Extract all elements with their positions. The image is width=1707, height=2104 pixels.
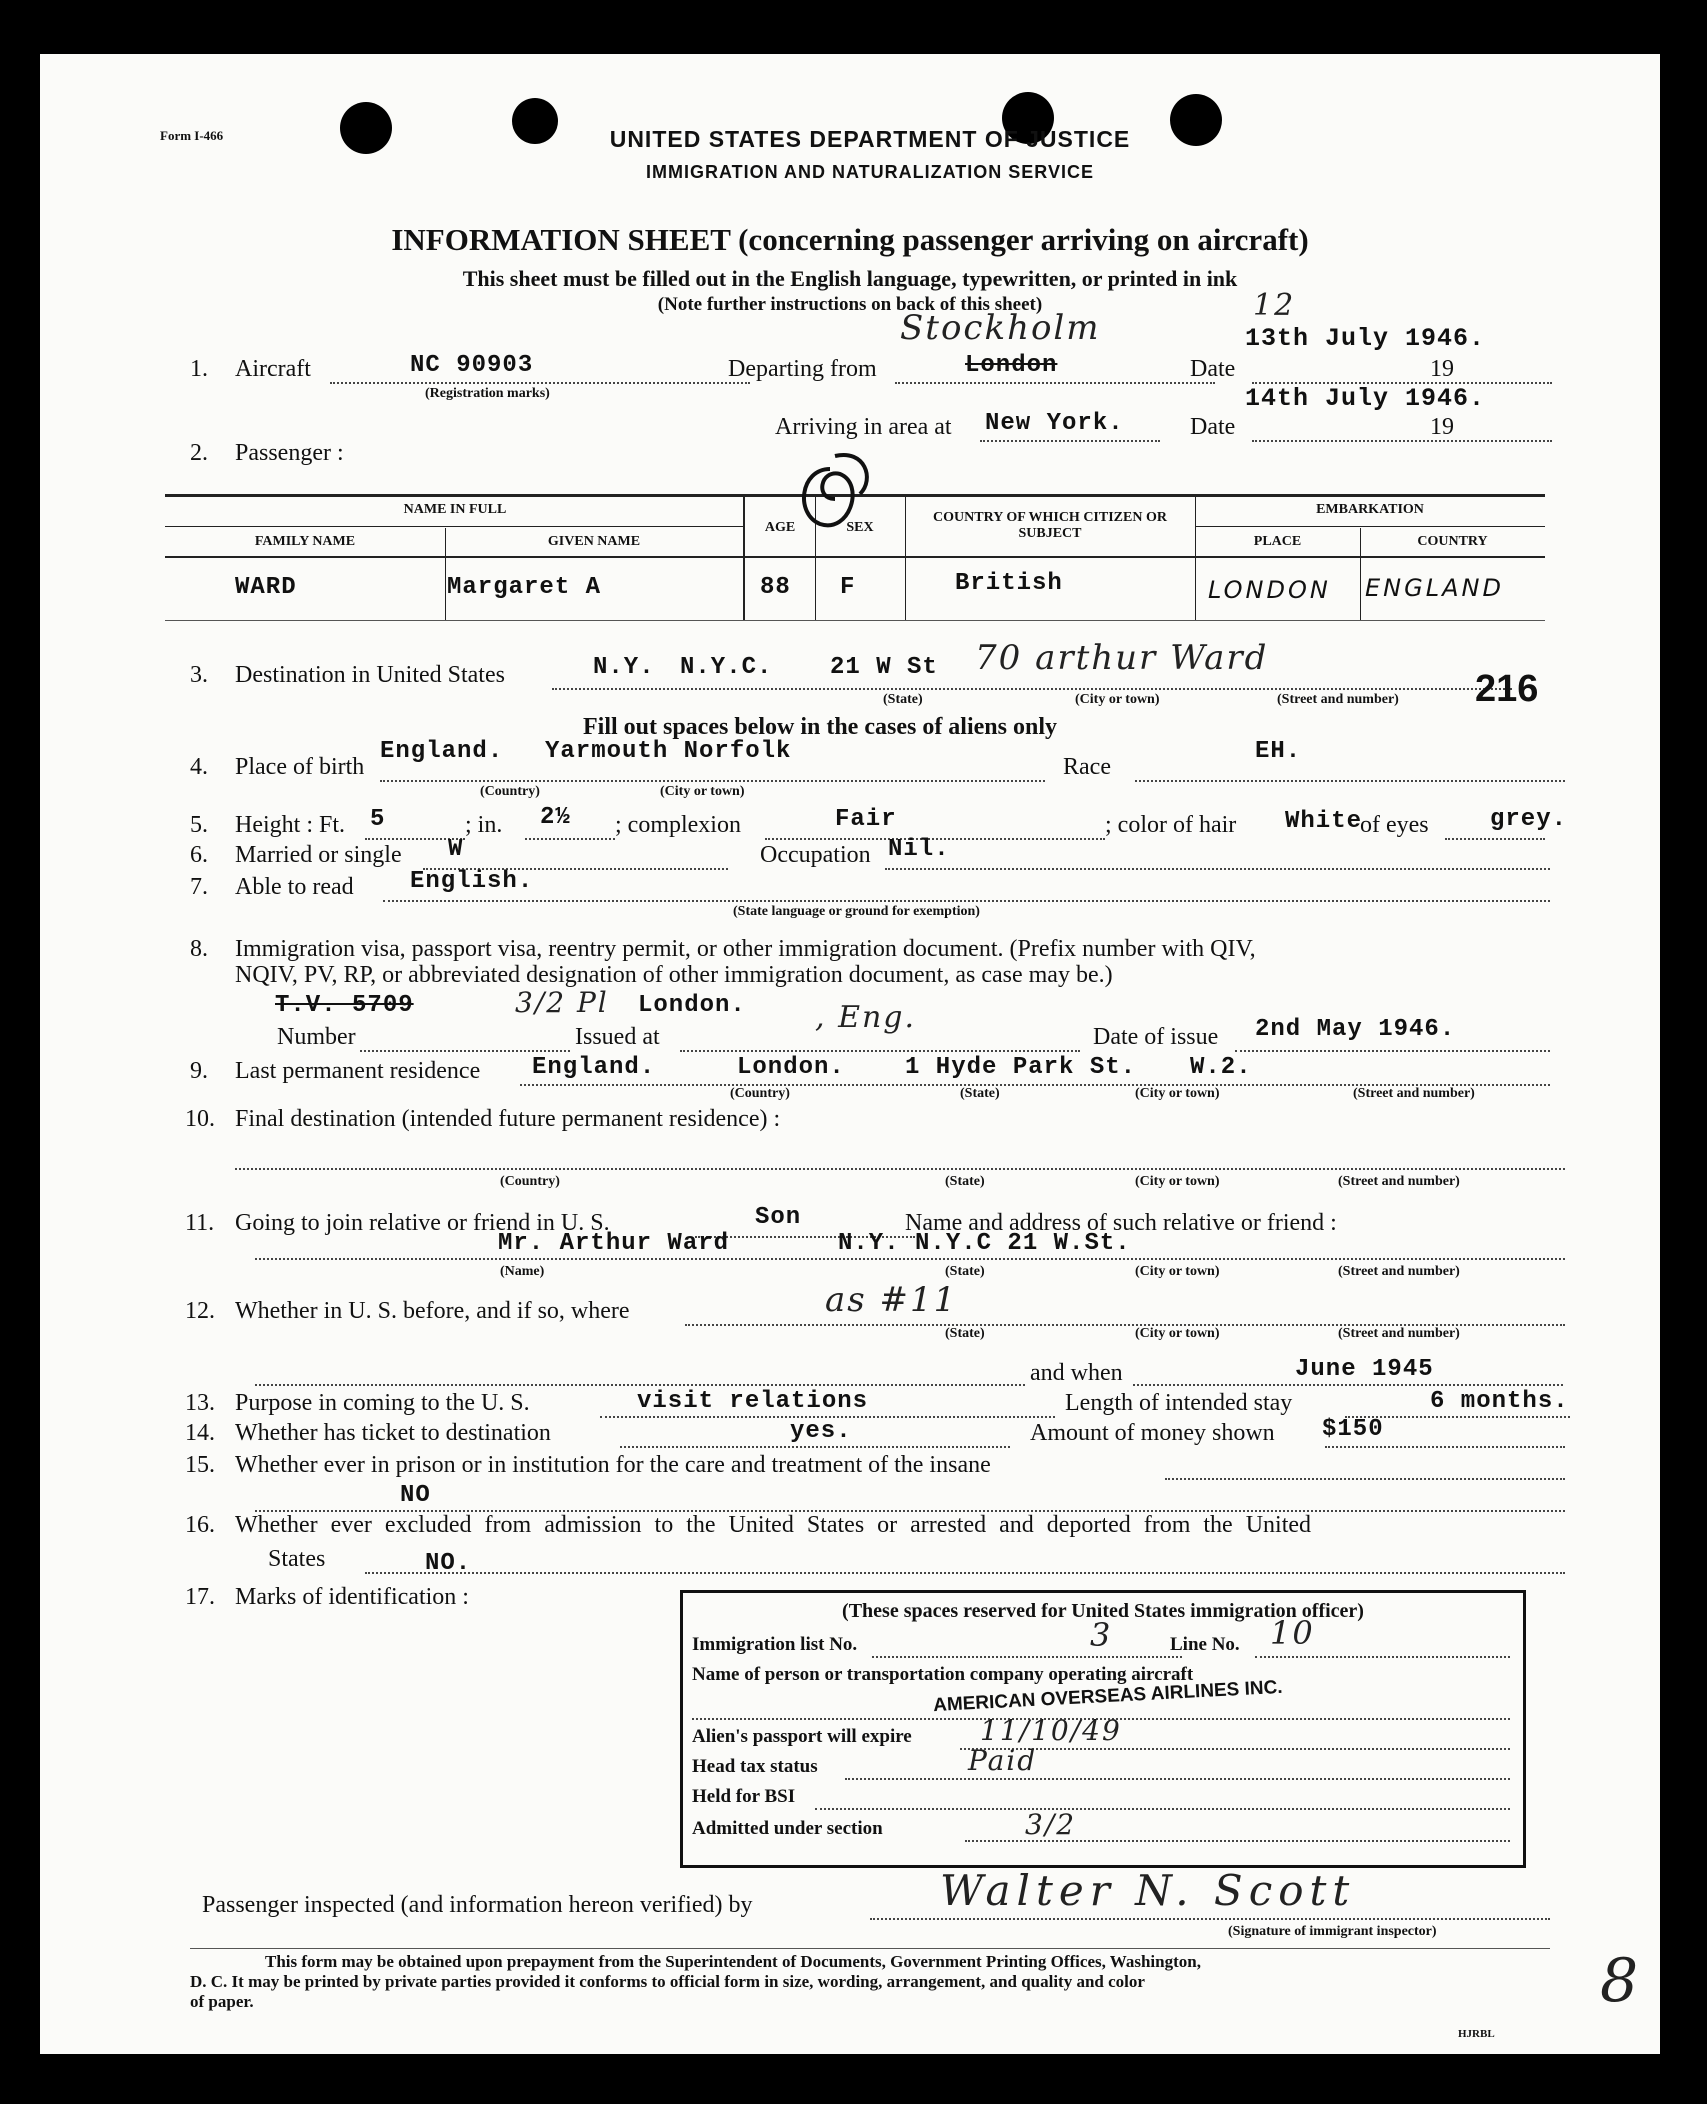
- destination-handwritten: 70 arthur Ward: [975, 638, 1269, 678]
- item-number: 11.: [185, 1210, 215, 1236]
- family-name-value: WARD: [235, 574, 297, 601]
- read-label: Able to read: [235, 874, 354, 900]
- inspected-label: Passenger inspected (and information hereon verified) by: [202, 1892, 753, 1918]
- hair-label: ; color of hair: [1105, 812, 1237, 838]
- section-value: 3/2: [1025, 1808, 1077, 1841]
- visa-date-value: 2nd May 1946.: [1255, 1016, 1456, 1043]
- street-caption: (Street and number): [1277, 692, 1399, 707]
- city-caption: (City or town): [660, 784, 745, 799]
- head-tax-value: Paid: [968, 1744, 1038, 1777]
- visa-number-label: Number: [277, 1024, 356, 1050]
- margin-handwritten-number: 8: [1600, 1946, 1641, 2016]
- place-header: PLACE: [1253, 534, 1302, 549]
- state-caption: (State): [945, 1174, 985, 1189]
- inspector-signature: Walter N. Scott: [940, 1866, 1356, 1915]
- visa-issued-label: Issued at: [575, 1024, 660, 1050]
- arriving-value: New York.: [985, 410, 1124, 437]
- complexion-label: ; complexion: [615, 812, 741, 838]
- ticket-value: yes.: [790, 1418, 852, 1445]
- state-caption: (State): [945, 1326, 985, 1341]
- destination-state: N.Y.: [593, 654, 655, 681]
- departing-label: Departing from: [728, 356, 877, 382]
- height-label: Height : Ft.: [235, 812, 346, 838]
- state-caption: (State): [883, 692, 923, 707]
- height-inches: 2½: [540, 804, 571, 831]
- section-label: Admitted under section: [692, 1818, 883, 1839]
- street-caption: (Street and number): [1338, 1264, 1460, 1279]
- occupation-value: Nil.: [888, 836, 950, 863]
- stay-label: Length of intended stay: [1065, 1390, 1293, 1416]
- document-page: [40, 54, 1660, 2054]
- aliens-note: Fill out spaces below in the cases of aliens only: [582, 714, 1057, 740]
- item-number: 16.: [185, 1512, 215, 1538]
- race-value: EH.: [1255, 738, 1302, 765]
- excluded-value: NO.: [425, 1550, 472, 1577]
- item-number: 15.: [185, 1452, 215, 1478]
- transport-label: Name of person or transportation company operating aircraft: [692, 1664, 1194, 1685]
- visa-issued-typed: London.: [638, 992, 746, 1019]
- state-caption: (State): [960, 1086, 1000, 1101]
- complexion-value: Fair: [835, 806, 897, 833]
- prison-label: Whether ever in prison or in institution for the care and treatment of the insane: [235, 1452, 991, 1478]
- age-header: AGE: [764, 520, 796, 535]
- item-number: 6.: [190, 842, 208, 868]
- date-handwritten: 12: [1253, 288, 1296, 323]
- prior-visit-label: Whether in U. S. before, and if so, where: [235, 1298, 630, 1324]
- list-number-value: 3: [1090, 1616, 1113, 1654]
- sex-value: F: [840, 574, 856, 601]
- officer-box-title: (These spaces reserved for United States immigration officer): [842, 1600, 1364, 1622]
- street-caption: (Street and number): [1338, 1326, 1460, 1341]
- departing-value: London: [965, 352, 1058, 379]
- page-title: INFORMATION SHEET (concerning passenger arriving on aircraft): [391, 222, 1309, 257]
- page-subtitle: This sheet must be filled out in the English language, typewritten, or printed in ink: [462, 266, 1238, 291]
- item-number: 13.: [185, 1390, 215, 1416]
- print-code: HJRBL: [1458, 2028, 1495, 2040]
- item-number: 2.: [190, 440, 208, 466]
- registration-caption: (Registration marks): [425, 386, 550, 401]
- join-relative-label: Going to join relative or friend in U. S.: [235, 1210, 610, 1236]
- occupation-label: Occupation: [760, 842, 871, 868]
- marital-label: Married or single: [235, 842, 402, 868]
- date-label: Date: [1190, 356, 1236, 382]
- city-caption: (City or town): [1135, 1264, 1220, 1279]
- departing-handwritten: Stockholm: [900, 308, 1101, 348]
- name-caption: (Name): [500, 1264, 545, 1279]
- arriving-label: Arriving in area at: [775, 414, 952, 440]
- stay-value: 6 months.: [1430, 1388, 1569, 1415]
- aircraft-registration: NC 90903: [410, 352, 534, 379]
- read-caption: (State language or ground for exemption): [733, 904, 980, 919]
- page-stamp-number: 216: [1475, 668, 1539, 710]
- visa-issued-handwritten: , Eng.: [815, 1000, 917, 1035]
- embark-country-value: ENGLAND: [1365, 574, 1504, 602]
- residence-country: England.: [532, 1054, 656, 1081]
- instructions-note: (Note further instructions on back of this sheet): [657, 294, 1043, 315]
- city-caption: (City or town): [1075, 692, 1160, 707]
- footer-line1: This form may be obtained upon prepayment from the Superintendent of Documents, Government Printing Offices, Washington,: [265, 1952, 1201, 1971]
- embarkation-header: EMBARKATION: [1316, 502, 1424, 517]
- city-caption: (City or town): [1135, 1174, 1220, 1189]
- city-caption: (City or town): [1135, 1086, 1220, 1101]
- read-value: English.: [410, 868, 534, 895]
- item-number: 17.: [185, 1584, 215, 1610]
- purpose-label: Purpose in coming to the U. S.: [235, 1390, 530, 1416]
- department-title: UNITED STATES DEPARTMENT OF JUSTICE: [609, 126, 1131, 152]
- aircraft-label: Aircraft: [235, 356, 311, 382]
- country-caption: (Country): [480, 784, 540, 799]
- given-name-header: GIVEN NAME: [547, 534, 641, 549]
- sex-header: SEX: [846, 520, 874, 535]
- hair-value: White: [1285, 808, 1363, 835]
- citizenship-header: COUNTRY OF WHICH CITIZEN OR SUBJECT: [933, 510, 1167, 541]
- head-tax-label: Head tax status: [692, 1756, 818, 1777]
- race-label: Race: [1063, 754, 1111, 780]
- prior-visit-handwritten: as #11: [825, 1280, 958, 1320]
- state-caption: (State): [945, 1264, 985, 1279]
- residence-state: London.: [737, 1054, 845, 1081]
- family-name-header: FAMILY NAME: [254, 534, 356, 549]
- passport-expiry: 11/10/49: [980, 1714, 1122, 1747]
- footer-line2: D. C. It may be printed by private parties provided it conforms to official form in size, wording, arrangement, and quality and color: [190, 1972, 1145, 1991]
- eyes-label: of eyes: [1360, 812, 1429, 838]
- eyes-value: grey.: [1490, 806, 1568, 833]
- citizenship-value: British: [955, 570, 1063, 597]
- money-label: Amount of money shown: [1030, 1420, 1275, 1446]
- punch-hole: [512, 98, 558, 144]
- date2-label: Date: [1190, 414, 1236, 440]
- given-name-value: Margaret A: [447, 574, 602, 601]
- item-number: 9.: [190, 1058, 208, 1084]
- relative-address-label: Name and address of such relative or friend :: [905, 1210, 1337, 1236]
- item-number: 10.: [185, 1106, 215, 1132]
- inches-label: ; in.: [465, 812, 503, 838]
- destination-city: N.Y.C.: [680, 654, 773, 681]
- line-number-value: 10: [1270, 1614, 1315, 1652]
- relative-name: Mr. Arthur Ward: [498, 1230, 730, 1257]
- passenger-label: Passenger :: [235, 440, 344, 466]
- identification-label: Marks of identification :: [235, 1584, 469, 1610]
- relative-address: N.Y. N.Y.C 21 W.St.: [838, 1230, 1131, 1257]
- visa-number-handwritten: 3/2 Pl: [515, 986, 609, 1019]
- punch-hole: [340, 102, 392, 154]
- purpose-value: visit relations: [637, 1388, 869, 1415]
- relative-relation: Son: [755, 1204, 802, 1231]
- residence-label: Last permanent residence: [235, 1058, 481, 1084]
- excluded-line2: States: [268, 1546, 326, 1572]
- line-number-label: Line No.: [1170, 1634, 1240, 1655]
- bsi-label: Held for BSI: [692, 1786, 796, 1807]
- excluded-line1: Whether ever excluded from admission to the United States or arrested and deported from the United: [235, 1512, 1312, 1538]
- birthplace-label: Place of birth: [235, 754, 365, 780]
- when-label: and when: [1030, 1360, 1123, 1386]
- form-number: Form I-466: [160, 128, 224, 143]
- street-caption: (Street and number): [1338, 1174, 1460, 1189]
- circle-mark-icon: [780, 444, 880, 564]
- service-title: IMMIGRATION AND NATURALIZATION SERVICE: [646, 162, 1094, 182]
- when-value: June 1945: [1295, 1356, 1434, 1383]
- visa-number-typed: T.V. 5709: [275, 992, 414, 1019]
- height-feet: 5: [370, 806, 386, 833]
- marital-value: W: [448, 836, 464, 863]
- city-caption: (City or town): [1135, 1326, 1220, 1341]
- residence-city: 1 Hyde Park St.: [905, 1054, 1137, 1081]
- item-number: 7.: [190, 874, 208, 900]
- list-number-label: Immigration list No.: [692, 1634, 858, 1655]
- birth-city: Yarmouth Norfolk: [545, 738, 792, 765]
- item-number: 12.: [185, 1298, 215, 1324]
- visa-line2: NQIV, PV, RP, or abbreviated designation of other immigration document, as case may be.): [235, 962, 1113, 988]
- destination-street: 21 W St: [830, 654, 938, 681]
- ticket-label: Whether has ticket to destination: [235, 1420, 551, 1446]
- item-number: 14.: [185, 1420, 215, 1446]
- country-caption: (Country): [500, 1174, 560, 1189]
- footer-line3: of paper.: [190, 1992, 254, 2011]
- arrival-date: 14th July 1946.: [1245, 384, 1486, 413]
- visa-line1: Immigration visa, passport visa, reentry permit, or other immigration document. (Prefix number with QIV,: [235, 936, 1256, 962]
- embark-place-value: LONDON: [1208, 576, 1331, 604]
- item-number: 8.: [190, 936, 208, 962]
- street-caption: (Street and number): [1353, 1086, 1475, 1101]
- destination-label: Destination in United States: [235, 662, 505, 688]
- year-prefix: 19: [1430, 414, 1454, 440]
- name-in-full-header: NAME IN FULL: [403, 502, 507, 517]
- departure-date: 13th July 1946.: [1245, 324, 1486, 353]
- passport-label: Alien's passport will expire: [692, 1726, 912, 1747]
- age-value: 88: [760, 574, 791, 601]
- prison-value: NO: [400, 1482, 431, 1509]
- item-number: 3.: [190, 662, 208, 688]
- year-prefix: 19: [1430, 356, 1454, 382]
- final-destination-label: Final destination (intended future permanent residence) :: [235, 1106, 781, 1132]
- visa-date-label: Date of issue: [1093, 1024, 1219, 1050]
- signature-caption: (Signature of immigrant inspector): [1228, 1924, 1437, 1939]
- transport-stamp: AMERICAN OVERSEAS AIRLINES INC.: [932, 1676, 1284, 1717]
- item-number: 1.: [190, 356, 208, 382]
- money-value: $150: [1322, 1416, 1384, 1443]
- birth-country: England.: [380, 738, 504, 765]
- item-number: 5.: [190, 812, 208, 838]
- country-header: COUNTRY: [1417, 534, 1488, 549]
- country-caption: (Country): [730, 1086, 790, 1101]
- item-number: 4.: [190, 754, 208, 780]
- residence-street: W.2.: [1190, 1054, 1252, 1081]
